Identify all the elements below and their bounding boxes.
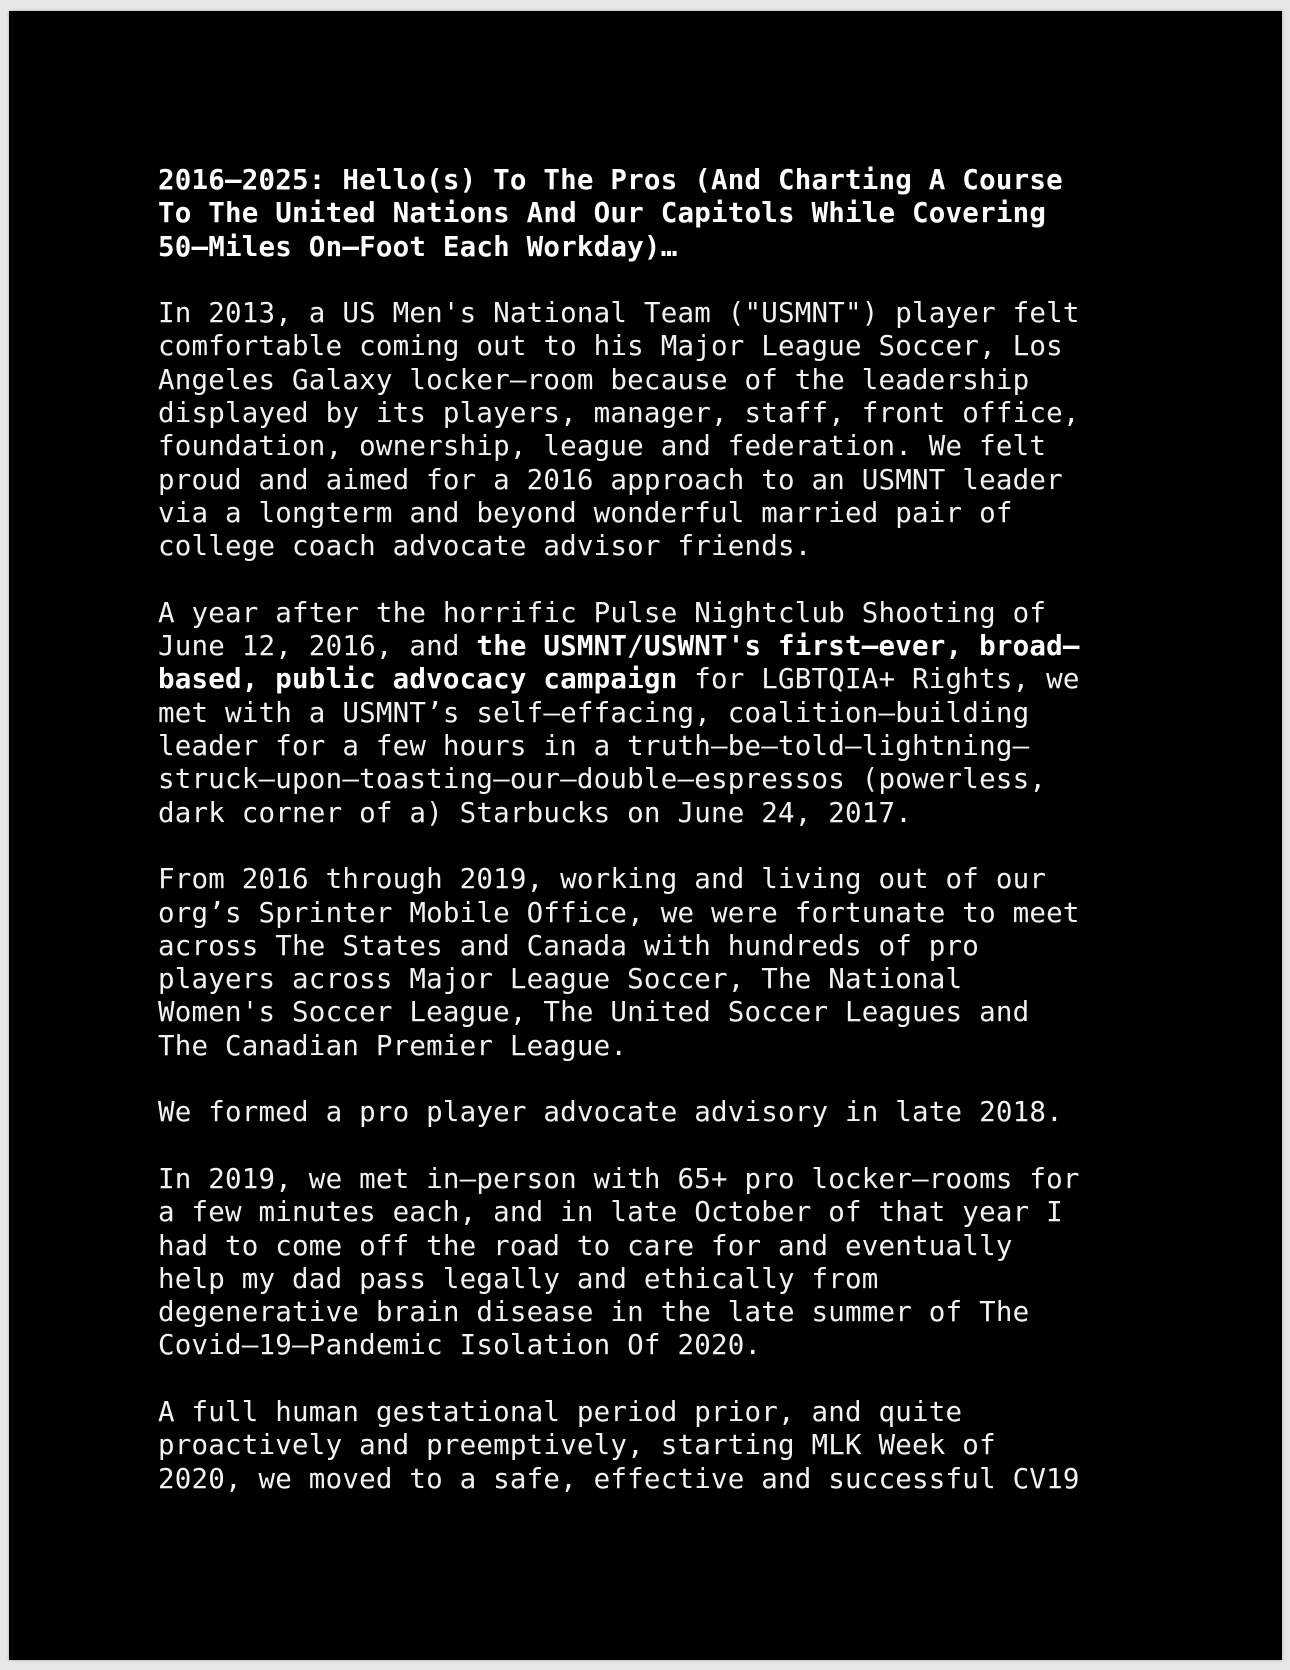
- paragraph-2019-locker-rooms: [158, 1163, 1158, 1363]
- text-line: A full human gestational period prior, and quite: [158, 1395, 963, 1428]
- title-line: To The United Nations And Our Capitols While Covering: [158, 197, 1047, 230]
- text-line: From 2016 through 2019, working and living out of our: [158, 863, 1047, 896]
- text-line: foundation, ownership, league and federation. We felt: [158, 430, 1047, 463]
- paragraph-sprinter-office: [158, 863, 1158, 1063]
- document-page: [9, 11, 1282, 1660]
- text-line: met with a USMNT’s self–effacing, coalition–building: [158, 696, 1030, 729]
- paragraph-pulse-campaign: [158, 597, 1158, 830]
- text-line: We formed a pro player advocate advisory in late 2018.: [158, 1096, 1063, 1129]
- text-line: proactively and preemptively, starting MLK Week of: [158, 1429, 996, 1462]
- text-line: had to come off the road to care for and eventually: [158, 1229, 1013, 1262]
- campaign-highlight: based, public advocacy campaign: [158, 663, 678, 696]
- text-line: displayed by its players, manager, staff, front office,: [158, 397, 1080, 430]
- document-title: [158, 164, 1158, 264]
- text-line: In 2013, a US Men's National Team ("USMNT") player felt: [158, 297, 1080, 330]
- text-line: leader for a few hours in a truth–be–told–lightning–: [158, 730, 1030, 763]
- campaign-highlight: the USMNT/USWNT's first–ever, broad–: [476, 630, 1080, 663]
- text-line: players across Major League Soccer, The National: [158, 963, 963, 996]
- text-line: Covid–19–Pandemic Isolation Of 2020.: [158, 1329, 762, 1362]
- text-line: dark corner of a) Starbucks on June 24, 2017.: [158, 796, 913, 829]
- text-line: org’s Sprinter Mobile Office, we were fortunate to meet: [158, 896, 1080, 929]
- text-line: Women's Soccer League, The United Soccer Leagues and: [158, 996, 1030, 1029]
- text-line: The Canadian Premier League.: [158, 1029, 628, 1062]
- text-line: comfortable coming out to his Major League Soccer, Los: [158, 330, 1063, 363]
- document-body: [158, 164, 1158, 1529]
- paragraph-2013-galaxy: [158, 297, 1158, 563]
- title-line: 50–Miles On–Foot Each Workday)…: [158, 230, 678, 263]
- text-line: a few minutes each, and in late October of that year I: [158, 1196, 1063, 1229]
- paragraph-mlk-week: [158, 1396, 1158, 1496]
- text-line: via a longterm and beyond wonderful married pair of: [158, 496, 1013, 529]
- title-line: 2016–2025: Hello(s) To The Pros (And Charting A Course: [158, 164, 1063, 196]
- text-line: across The States and Canada with hundreds of pro: [158, 929, 980, 962]
- text-line: In 2019, we met in–person with 65+ pro locker–rooms for: [158, 1162, 1080, 1195]
- text-line: degenerative brain disease in the late summer of The: [158, 1296, 1030, 1329]
- text-line: help my dad pass legally and ethically from: [158, 1262, 879, 1295]
- text-line: 2020, we moved to a safe, effective and successful CV19: [158, 1462, 1080, 1495]
- text-line: college coach advocate advisor friends.: [158, 530, 812, 563]
- paragraph-advisory: [158, 1096, 1158, 1129]
- text-segment: June 12, 2016, and: [158, 630, 477, 663]
- text-line: Angeles Galaxy locker–room because of the leadership: [158, 363, 1030, 396]
- text-line: A year after the horrific Pulse Nightclub Shooting of: [158, 596, 1047, 629]
- text-segment: for LGBTQIA+ Rights, we: [677, 663, 1080, 696]
- text-line: struck–upon–toasting–our–double–espressos (powerless,: [158, 763, 1047, 796]
- text-line: proud and aimed for a 2016 approach to an USMNT leader: [158, 463, 1063, 496]
